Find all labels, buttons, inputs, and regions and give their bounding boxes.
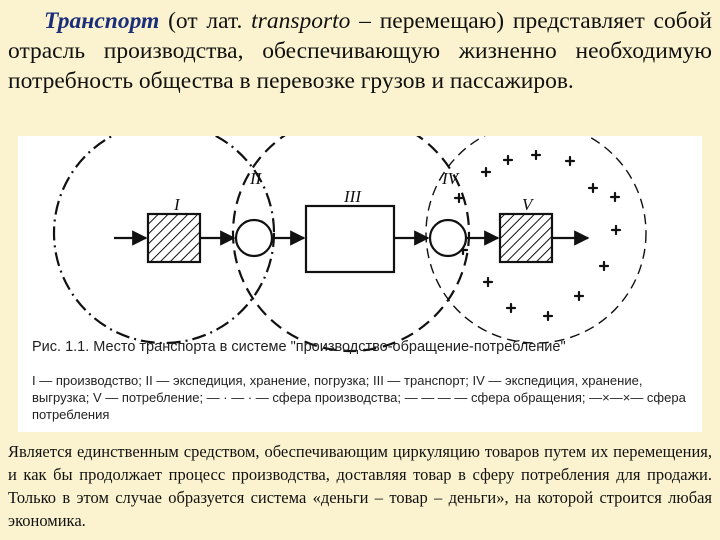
label-v: V — [522, 195, 533, 214]
intro-paragraph — [8, 6, 712, 96]
figure-legend: I — производство; II — экспедиция, хранение, погрузка; III — транспорт; IV — экспедиция, хранение, выгрузка; V — потребление; — · — · — сфера производства; — — — — сфера обращения; —×—×— сфера потребления — [32, 373, 686, 422]
label-i: I — [174, 195, 180, 214]
production-box — [148, 214, 200, 262]
intro-text-1: (от лат. — [159, 8, 252, 34]
intro-text-2: – перемещаю) представляет собой отрасль производства, обеспечивающую жизненно необходимую потребность общества в перевозке грузов и пассажиров. — [8, 8, 713, 94]
label-ii: II — [250, 169, 262, 188]
transport-box — [306, 206, 394, 272]
label-iv: IV — [442, 169, 459, 188]
expedition-node-ii — [236, 220, 272, 256]
figure-caption: Рис. 1.1. Место транспорта в системе "производство-обращение-потребление" — [32, 339, 566, 355]
term-transport: Транспорт — [44, 8, 160, 34]
consumption-box — [500, 214, 552, 262]
outro-paragraph: Является единственным средством, обеспечивающим циркуляцию товаров путем их перемещения, и как бы продолжает процесс производства, доставляя товар в сферу потребления для продажи. Только в этом случае образуется система «деньги – товар – деньги», на которой строится любая экономика. — [8, 442, 712, 530]
figure-diagram — [18, 136, 702, 432]
label-iii: III — [344, 187, 361, 206]
latin-word: transporto — [251, 8, 351, 34]
expedition-node-iv — [430, 220, 466, 256]
